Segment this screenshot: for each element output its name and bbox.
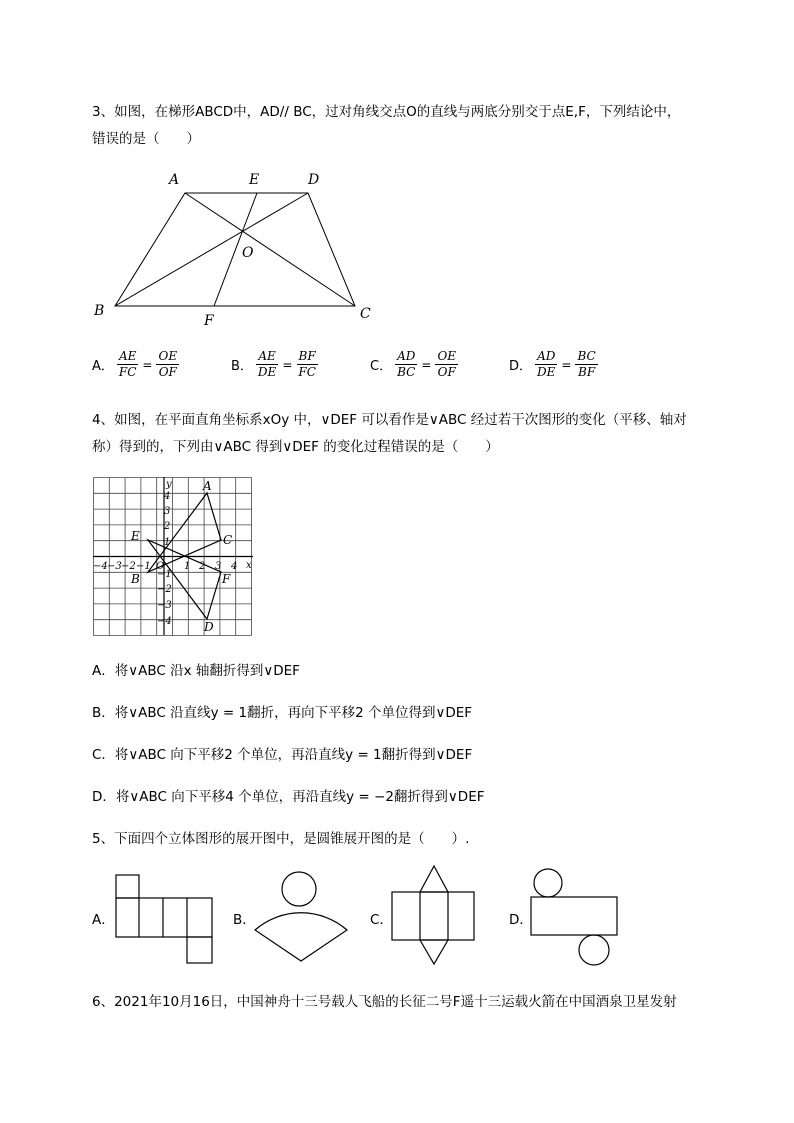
q5-option-a-letter[interactable]: A．: [92, 912, 115, 928]
y-tick: 4: [164, 491, 171, 502]
q3-option-a-frac1: $\frac{AE}{FC}$: [118, 349, 137, 379]
cube-net-figure: [114, 873, 214, 965]
q3-option-c-frac2: $\frac{OE}{OF}$: [437, 349, 457, 379]
q3-option-b-frac1: $\frac{AE}{DE}$: [257, 349, 277, 379]
q3-option-b-letter: B．: [231, 359, 253, 374]
q3-stem-line2: 错误的是（ ）: [92, 131, 200, 147]
origin-label: O: [156, 561, 165, 572]
y-tick: −2: [157, 584, 172, 595]
x-tick: 2: [199, 561, 206, 572]
q4-stem-line1: 4、如图，在平面直角坐标系xOy 中，∨DEF 可以看作是∨ABC 经过若干次图形的变化（平移、轴对: [92, 412, 687, 428]
y-tick: −1: [157, 569, 172, 580]
x-tick: 4: [231, 561, 238, 572]
q5-option-d-letter[interactable]: D．: [509, 912, 533, 928]
q4-option-c[interactable]: C．将∨ABC 向下平移2 个单位，再沿直线y = 1翻折得到∨DEF: [92, 747, 473, 763]
cylinder-net-figure: [528, 866, 620, 970]
y-tick: 1: [164, 537, 171, 548]
point-label-A: A: [169, 172, 180, 188]
x-tick: 3: [215, 561, 222, 572]
x-tick: −3: [107, 561, 122, 572]
y-tick: −4: [157, 616, 172, 627]
point-label-B: B: [131, 572, 140, 586]
q3-option-d-frac1: $\frac{AD}{DE}$: [537, 349, 556, 379]
q4-option-d[interactable]: D．将∨ABC 向下平移4 个单位，再沿直线y = −2翻折得到∨DEF: [92, 789, 485, 805]
q3-option-d-letter: D．: [509, 359, 533, 374]
q3-option-b-frac2: $\frac{BF}{FC}$: [298, 349, 316, 379]
prism-net-figure: [390, 864, 480, 968]
q5-stem: 5、下面四个立体图形的展开图中，是圆锥展开图的是（ ）.: [92, 831, 470, 847]
point-label-D: D: [204, 620, 214, 634]
q3-option-d-frac2: $\frac{BC}{BF}$: [577, 349, 596, 379]
q3-option-c-letter: C．: [370, 359, 393, 374]
point-label-O: O: [242, 245, 254, 261]
point-label-C: C: [360, 306, 371, 322]
q4-option-a[interactable]: A．将∨ABC 沿x 轴翻折得到∨DEF: [92, 663, 300, 679]
q3-option-b[interactable]: B． $\frac{AE}{DE}$ = $\frac{BF}{FC}$: [231, 349, 316, 379]
coordinate-grid-figure: [93, 477, 253, 637]
q4-option-b[interactable]: B．将∨ABC 沿直线y = 1翻折，再向下平移2 个单位得到∨DEF: [92, 705, 473, 721]
q3-option-d[interactable]: D． $\frac{AD}{DE}$ = $\frac{BC}{BF}$: [509, 349, 596, 379]
y-tick: −3: [157, 600, 172, 611]
q5-option-c-letter[interactable]: C．: [370, 912, 393, 928]
q6-stem: 6、2021年10月16日，中国神舟十三号载人飞船的长征二号F遥十三运载火箭在中国酒泉卫星发射: [92, 994, 677, 1010]
q5-option-b-letter[interactable]: B．: [233, 912, 256, 928]
x-tick: −1: [136, 561, 151, 572]
point-label-F: F: [204, 313, 214, 329]
x-tick: 1: [184, 561, 191, 572]
q3-option-a-frac2: $\frac{OE}{OF}$: [158, 349, 178, 379]
point-label-E: E: [249, 172, 260, 188]
point-label-C: C: [223, 533, 233, 547]
x-tick: −4: [93, 561, 108, 572]
q3-option-a-letter: A．: [92, 359, 114, 374]
cone-net-figure: [252, 870, 352, 965]
q4-stem-line2: 称）得到的，下列由∨ABC 得到∨DEF 的变化过程错误的是（ ）: [92, 439, 499, 455]
q3-stem-line1: 3、如图，在梯形ABCD中，AD// BC，过对角线交点O的直线与两底分别交于点E,F，下列结论中，: [92, 104, 681, 120]
point-label-F: F: [222, 572, 231, 586]
y-tick: 3: [164, 506, 171, 517]
x-tick: −2: [121, 561, 136, 572]
y-tick: 2: [164, 521, 171, 532]
trapezoid-figure: [85, 165, 385, 330]
point-label-E: E: [131, 529, 140, 543]
point-label-B: B: [94, 303, 105, 319]
point-label-D: D: [308, 172, 320, 188]
y-axis-label: y: [166, 479, 172, 490]
q3-option-c[interactable]: C． $\frac{AD}{BC}$ = $\frac{OE}{OF}$: [370, 349, 457, 379]
point-label-A: A: [203, 479, 212, 493]
q3-option-c-frac1: $\frac{AD}{BC}$: [397, 349, 416, 379]
q3-option-a[interactable]: A． $\frac{AE}{FC}$ = $\frac{OE}{OF}$: [92, 349, 178, 379]
x-axis-label: x: [246, 560, 252, 571]
